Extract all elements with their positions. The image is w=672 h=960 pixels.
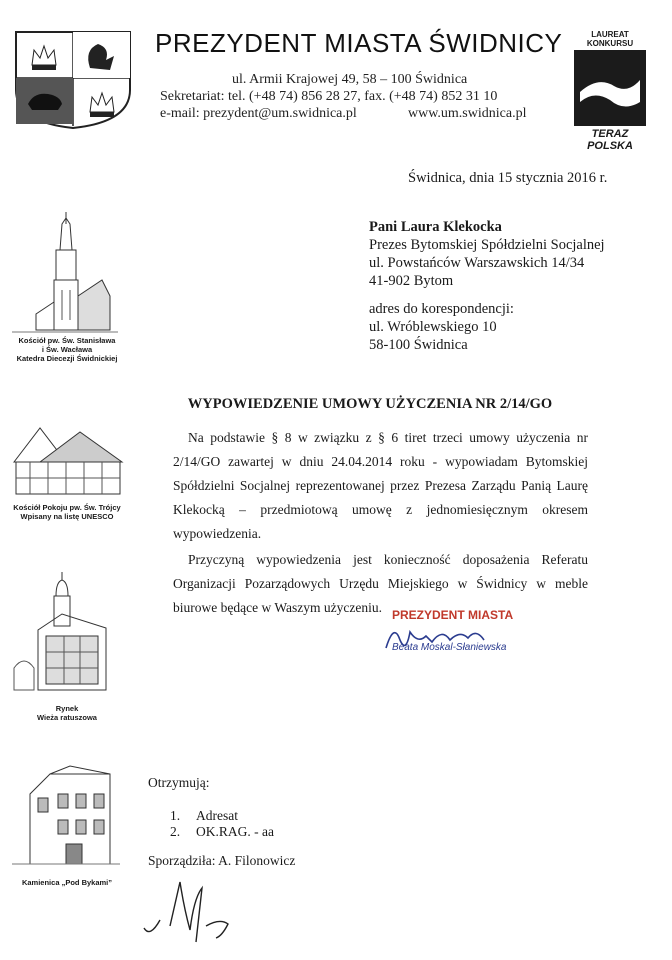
recipient-item-num: 1. bbox=[170, 808, 181, 823]
cathedral-sketch bbox=[10, 210, 120, 340]
recipient-item-text: Adresat bbox=[196, 808, 238, 823]
tenement-house-caption: Kamienica „Pod Bykami” bbox=[21, 878, 113, 887]
award-top-label: LAUREAT KONKURSU bbox=[586, 30, 634, 48]
letterhead-address: ul. Armii Krajowej 49, 58 – 100 Świdnica bbox=[232, 72, 468, 87]
town-hall-caption bbox=[8, 704, 126, 722]
recipient-line3: 41-902 Bytom bbox=[369, 273, 454, 289]
recipient-line1: Prezes Bytomskiej Spółdzielni Socjalnej bbox=[369, 237, 605, 253]
prepared-by: Sporządziła: A. Filonowicz bbox=[148, 853, 296, 868]
letter-subject: WYPOWIEDZENIE UMOWY UŻYCZENIA NR 2/14/GO bbox=[187, 396, 553, 412]
correspondence-street: ul. Wróblewskiego 10 bbox=[369, 319, 497, 335]
caption-line: Rynek bbox=[55, 704, 79, 713]
caption-line: Wieża ratuszowa bbox=[37, 713, 97, 722]
city-coat-of-arms bbox=[14, 30, 132, 130]
letterhead-website: www.um.swidnica.pl bbox=[408, 106, 527, 121]
handwritten-initials bbox=[136, 868, 256, 948]
recipient-line2: ul. Powstańców Warszawskich 14/34 bbox=[369, 255, 585, 271]
recipient-item-text: OK.RAG. - aa bbox=[196, 824, 274, 839]
cathedral-caption bbox=[8, 336, 126, 363]
award-emblem bbox=[574, 50, 646, 126]
letterhead-phones: Sekretariat: tel. (+48 74) 856 28 27, fax. (+48 74) 852 31 10 bbox=[160, 89, 498, 104]
correspondence-city: 58-100 Świdnica bbox=[369, 337, 468, 353]
caption-line: Kościół pw. Św. Stanisława bbox=[18, 336, 116, 345]
church-of-peace-sketch bbox=[10, 418, 128, 500]
body-paragraph-2: Przyczyną wypowiedzenia jest konieczność doposażenia Referatu Organizacji Pozarządowych Urzędu Miejskiego w Świdnicy w meble biurowe będące w Waszym użyczeniu. bbox=[173, 552, 588, 615]
letterhead-title: PREZYDENT MIASTA ŚWIDNICY bbox=[155, 28, 563, 58]
caption-line: Kościół Pokoju pw. Św. Trójcy bbox=[13, 503, 121, 512]
caption-line: Wpisany na listę UNESCO bbox=[20, 512, 114, 521]
letter-body bbox=[173, 426, 588, 620]
recipients-label: Otrzymują: bbox=[148, 775, 210, 790]
signatory-name: Beata Moskal-Słaniewska bbox=[392, 642, 507, 653]
town-hall-sketch bbox=[10, 570, 122, 698]
letter-date: Świdnica, dnia 15 stycznia 2016 r. bbox=[408, 170, 608, 186]
body-paragraph-1: Na podstawie § 8 w związku z § 6 tiret trzeci umowy użyczenia nr 2/14/GO zawartej w dniu 24.04.2014 roku - wypowiadam Bytomskiej Spółdzielni Socjalnej reprezentowanej przez Prezesa Zarządu Panią Laurę Klekocką – przedmiotową umowę z jednomiesięcznym okresem wypowiedzenia. bbox=[173, 430, 588, 541]
tenement-house-sketch bbox=[10, 764, 122, 868]
award-bottom-label: TERAZ POLSKA bbox=[587, 128, 633, 152]
caption-line: i Św. Wacława bbox=[41, 345, 93, 354]
recipient-item-num: 2. bbox=[170, 824, 181, 839]
teraz-polska-logo bbox=[572, 30, 648, 152]
caption-line: Katedra Diecezji Świdnickiej bbox=[16, 354, 118, 363]
signature-stamp: PREZYDENT MIASTA bbox=[392, 608, 514, 622]
correspondence-label: adres do korespondencji: bbox=[369, 301, 514, 317]
recipient-name: Pani Laura Klekocka bbox=[369, 219, 502, 235]
letterhead-email: e-mail: prezydent@um.swidnica.pl bbox=[160, 106, 357, 121]
church-of-peace-caption bbox=[8, 503, 126, 521]
